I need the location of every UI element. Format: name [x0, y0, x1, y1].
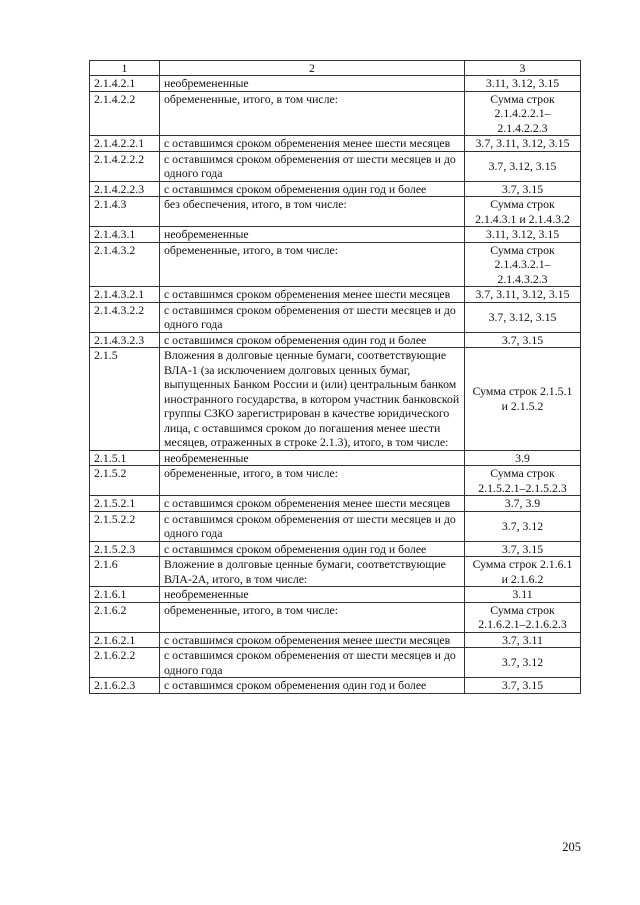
row-name-cell: с оставшимся сроком обременения от шести месяцев и до одного года	[160, 151, 465, 181]
table-row	[90, 197, 581, 227]
table-row	[90, 151, 581, 181]
row-name-cell: с оставшимся сроком обременения менее шести месяцев	[160, 632, 465, 648]
row-name-cell: необремененные	[160, 227, 465, 243]
row-name-cell: необремененные	[160, 587, 465, 603]
table-row	[90, 511, 581, 541]
row-name-cell: с оставшимся сроком обременения от шести месяцев и до одного года	[160, 302, 465, 332]
table-body	[90, 76, 581, 694]
row-ref-cell: Сумма строк 2.1.4.3.1 и 2.1.4.3.2	[465, 197, 581, 227]
row-ref-cell: 3.11	[465, 587, 581, 603]
row-ref-cell: 3.7, 3.15	[465, 332, 581, 348]
row-code-cell: 2.1.4.3.1	[90, 227, 160, 243]
table-row	[90, 557, 581, 587]
row-ref-cell: 3.7, 3.12, 3.15	[465, 302, 581, 332]
row-code-cell: 2.1.4.2.1	[90, 76, 160, 92]
row-name-cell: с оставшимся сроком обременения один год и более	[160, 678, 465, 694]
row-code-cell: 2.1.5.2	[90, 466, 160, 496]
row-code-cell: 2.1.5.2.3	[90, 541, 160, 557]
row-name-cell: Вложение в долговые ценные бумаги, соответствующие ВЛА-2А, итого, в том числе:	[160, 557, 465, 587]
row-code-cell: 2.1.6.2.2	[90, 648, 160, 678]
table-row	[90, 632, 581, 648]
row-code-cell: 2.1.5.2.2	[90, 511, 160, 541]
row-ref-cell: Сумма строк 2.1.5.1 и 2.1.5.2	[465, 348, 581, 451]
row-code-cell: 2.1.6	[90, 557, 160, 587]
row-ref-cell: 3.11, 3.12, 3.15	[465, 76, 581, 92]
row-code-cell: 2.1.4.3.2	[90, 242, 160, 287]
row-code-cell: 2.1.4.3.2.1	[90, 287, 160, 303]
row-name-cell: без обеспечения, итого, в том числе:	[160, 197, 465, 227]
page-number: 205	[562, 840, 581, 854]
row-code-cell: 2.1.4.3	[90, 197, 160, 227]
row-name-cell: с оставшимся сроком обременения один год и более	[160, 541, 465, 557]
row-ref-cell: 3.7, 3.9	[465, 496, 581, 512]
table-row	[90, 242, 581, 287]
row-ref-cell: 3.7, 3.11, 3.12, 3.15	[465, 136, 581, 152]
row-ref-cell: 3.7, 3.15	[465, 181, 581, 197]
table-row	[90, 91, 581, 136]
row-code-cell: 2.1.6.2.3	[90, 678, 160, 694]
row-code-cell: 2.1.6.2	[90, 602, 160, 632]
row-ref-cell: Сумма строк 2.1.6.2.1–2.1.6.2.3	[465, 602, 581, 632]
row-name-cell: необремененные	[160, 76, 465, 92]
row-code-cell: 2.1.4.2.2.2	[90, 151, 160, 181]
column-header-2: 2	[160, 61, 465, 76]
row-ref-cell: 3.7, 3.15	[465, 678, 581, 694]
table-row	[90, 76, 581, 92]
row-code-cell: 2.1.4.3.2.3	[90, 332, 160, 348]
row-name-cell: с оставшимся сроком обременения менее шести месяцев	[160, 496, 465, 512]
table-row	[90, 302, 581, 332]
table-row	[90, 678, 581, 694]
table-row	[90, 287, 581, 303]
header-row	[90, 61, 581, 76]
row-name-cell: обремененные, итого, в том числе:	[160, 466, 465, 496]
row-name-cell: с оставшимся сроком обременения менее шести месяцев	[160, 287, 465, 303]
row-code-cell: 2.1.4.2.2	[90, 91, 160, 136]
table-row	[90, 466, 581, 496]
row-ref-cell: 3.7, 3.12	[465, 648, 581, 678]
row-name-cell: обремененные, итого, в том числе:	[160, 91, 465, 136]
row-ref-cell: 3.9	[465, 450, 581, 466]
table-row	[90, 181, 581, 197]
table-row	[90, 541, 581, 557]
data-table	[89, 60, 581, 694]
row-name-cell: с оставшимся сроком обременения от шести месяцев и до одного года	[160, 648, 465, 678]
row-name-cell: необремененные	[160, 450, 465, 466]
row-ref-cell: 3.7, 3.12	[465, 511, 581, 541]
row-ref-cell: 3.7, 3.11, 3.12, 3.15	[465, 287, 581, 303]
row-ref-cell: 3.11, 3.12, 3.15	[465, 227, 581, 243]
table-row	[90, 450, 581, 466]
table-row	[90, 496, 581, 512]
table-row	[90, 648, 581, 678]
row-ref-cell: 3.7, 3.12, 3.15	[465, 151, 581, 181]
row-code-cell: 2.1.4.2.2.1	[90, 136, 160, 152]
table-row	[90, 332, 581, 348]
row-name-cell: Вложения в долговые ценные бумаги, соответствующие ВЛА-1 (за исключением долговых ценных бумаг, выпущенных Банком России и (или) центральным банком иностранного государства, в котором участник банковской группы СЗКО зарегистрирован в качестве юридического лица, с оставшимся сроком до погашения менее шести месяцев, отраженных в строке 2.1.3), итого, в том числе:	[160, 348, 465, 451]
row-ref-cell: 3.7, 3.15	[465, 541, 581, 557]
row-name-cell: обремененные, итого, в том числе:	[160, 602, 465, 632]
table-row	[90, 602, 581, 632]
row-ref-cell: Сумма строк 2.1.4.3.2.1– 2.1.4.3.2.3	[465, 242, 581, 287]
row-code-cell: 2.1.6.1	[90, 587, 160, 603]
row-name-cell: обремененные, итого, в том числе:	[160, 242, 465, 287]
table-row	[90, 227, 581, 243]
row-code-cell: 2.1.4.3.2.2	[90, 302, 160, 332]
table-row	[90, 587, 581, 603]
row-code-cell: 2.1.5.2.1	[90, 496, 160, 512]
row-code-cell: 2.1.4.2.2.3	[90, 181, 160, 197]
row-ref-cell: Сумма строк 2.1.4.2.2.1– 2.1.4.2.2.3	[465, 91, 581, 136]
row-ref-cell: Сумма строк 2.1.5.2.1–2.1.5.2.3	[465, 466, 581, 496]
table-row	[90, 136, 581, 152]
row-name-cell: с оставшимся сроком обременения от шести месяцев и до одного года	[160, 511, 465, 541]
table-row	[90, 348, 581, 451]
column-header-3: 3	[465, 61, 581, 76]
row-name-cell: с оставшимся сроком обременения менее шести месяцев	[160, 136, 465, 152]
row-ref-cell: Сумма строк 2.1.6.1 и 2.1.6.2	[465, 557, 581, 587]
row-ref-cell: 3.7, 3.11	[465, 632, 581, 648]
row-code-cell: 2.1.6.2.1	[90, 632, 160, 648]
column-header-1: 1	[90, 61, 160, 76]
row-name-cell: с оставшимся сроком обременения один год и более	[160, 181, 465, 197]
row-code-cell: 2.1.5	[90, 348, 160, 451]
row-name-cell: с оставшимся сроком обременения один год и более	[160, 332, 465, 348]
row-code-cell: 2.1.5.1	[90, 450, 160, 466]
